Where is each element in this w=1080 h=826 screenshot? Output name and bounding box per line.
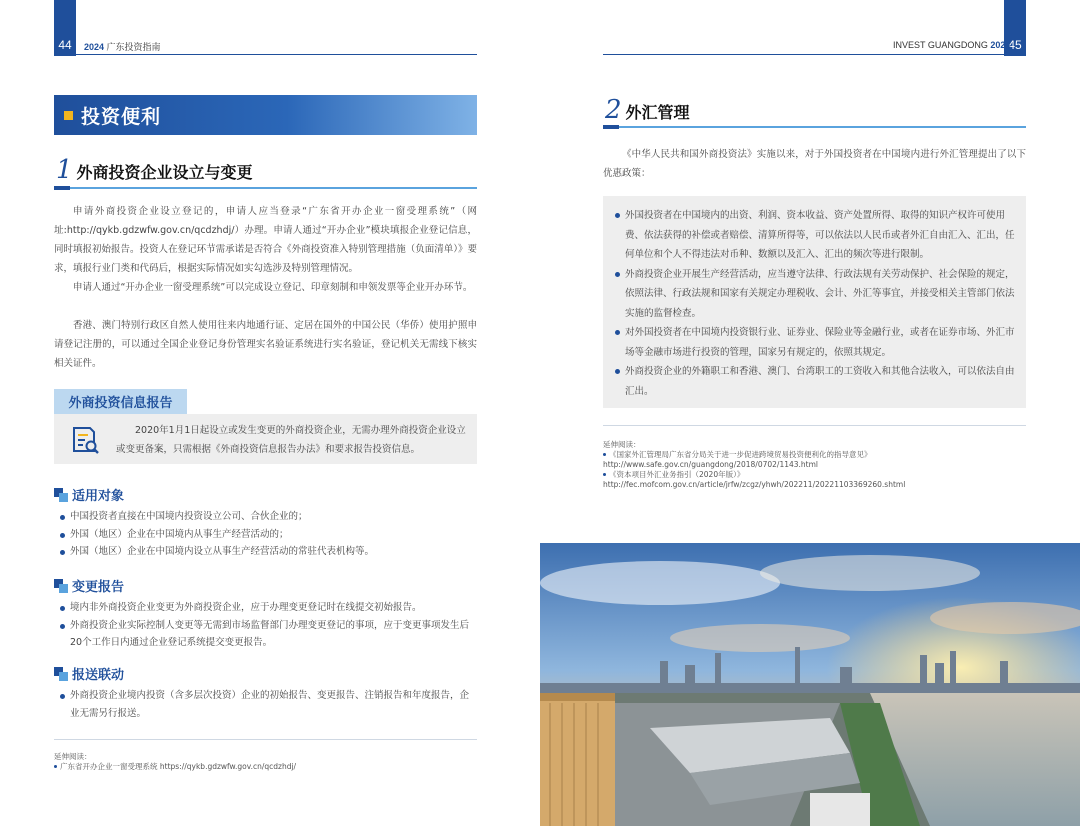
section2-intro: 《中华人民共和国外商投资法》实施以来，对于外国投资者在中国境内进行外汇管理提出了以下优惠政策： — [603, 149, 1026, 179]
left-page-number: 44 — [54, 0, 76, 56]
policy-list — [613, 206, 1017, 401]
applicable-list — [58, 508, 477, 561]
section2-title: 外汇管理 — [625, 103, 690, 122]
further-reading-right — [603, 440, 1026, 490]
info-report-text: 2020年1月1日起设立或发生变更的外商投资企业，无需办理外商投资企业设立或变更备案，只需根据《外商投资信息报告办法》和要求报告投资信息。 — [116, 425, 466, 455]
info-report-tag: 外商投资信息报告 — [54, 389, 187, 414]
section-banner — [54, 95, 477, 135]
policy-box — [603, 196, 1026, 408]
square-bullet-icon — [54, 488, 68, 502]
section1-number: 1 — [56, 155, 73, 185]
list-item: 对外国投资者在中国境内投资银行业、证券业、保险业等金融行业，或者在证券市场、外汇市场等金融市场进行投资的管理，国家另有规定的，依照其规定。 — [613, 323, 1017, 362]
right-running-title: INVEST GUANGDONG 2024 — [893, 40, 1011, 50]
list-item: 外商投资企业实际控制人变更等无需到市场监督部门办理变更登记的事项，应于变更事项发生后20个工作日内通过企业登记系统提交变更报告。 — [58, 617, 477, 652]
list-item: 外国（地区）企业在中国境内设立从事生产经营活动的常驻代表机构等。 — [58, 543, 477, 561]
list-item: 境内非外商投资企业变更为外商投资企业，应于办理变更登记时在线提交初始报告。 — [58, 599, 477, 617]
section2-heading — [605, 95, 690, 125]
subsection-heading-change-report: 变更报告 — [54, 576, 124, 595]
header-rule-right — [603, 54, 1026, 55]
further-reading-label: 延伸阅读： — [603, 440, 641, 449]
banner-title: 投资便利 — [81, 105, 162, 128]
footnote-rule-right — [603, 425, 1026, 426]
paragraph: 申请外商投资企业设立登记的，申请人应当登录“广东省开办企业一窗受理系统”（网址:http://qykb.gdzwfw.gov.cn/qcdzhdj/）办理。申请人通过“开办企业”模块填报企业登记信息，同时填报初始报告。投资人在登记环节需承诺是否符合《外商投资准入特别管理措施（负面清单）》要求，填报行业门类和代码后，根据实际情况如实勾选涉及特别管理情况。 — [54, 206, 477, 274]
paragraph: 香港、澳门特别行政区自然人使用往来内地通行证、定居在国外的中国公民（华侨）使用护照申请登记注册的，可以通过全国企业登记身份管理实名验证系统进行实名验证，登记机关无需线下核实相关证件。 — [54, 320, 477, 369]
left-running-title: 2024 广东投资指南 — [84, 42, 161, 52]
list-item: 外商投资企业开展生产经营活动，应当遵守法律、行政法规有关劳动保护、社会保险的规定，依照法律、行政法规和国家有关规定办理税收、会计、外汇等事宜，并接受相关主管部门依法实施的监督检查。 — [613, 265, 1017, 324]
further-reading-left — [54, 752, 477, 772]
subsection-heading-linkage: 报送联动 — [54, 664, 124, 683]
further-reading-link[interactable]: 广东省开办企业一窗受理系统 https://qykb.gdzwfw.gov.cn/qcdzhdj/ — [54, 762, 477, 772]
section2-number: 2 — [605, 95, 622, 125]
right-page-number: 45 — [1004, 0, 1026, 56]
list-item: 外国（地区）企业在中国境内从事生产经营活动的； — [58, 526, 477, 544]
list-item: 外商投资企业境内投资（含多层次投资）企业的初始报告、变更报告、注销报告和年度报告，企业无需另行报送。 — [58, 687, 477, 722]
section1-title: 外商投资企业设立与变更 — [76, 163, 253, 182]
further-reading-title: 《资本项目外汇业务指引（2020年版）》 — [603, 470, 1026, 480]
section2-rule — [603, 126, 1026, 128]
header-rule-left — [54, 54, 477, 55]
footnote-rule-left — [54, 739, 477, 740]
city-skyline-photo — [540, 543, 1080, 826]
list-item: 外商投资企业的外籍职工和香港、澳门、台湾职工的工资收入和其他合法收入，可以依法自由汇出。 — [613, 362, 1017, 401]
square-bullet-icon — [54, 667, 68, 681]
further-reading-link[interactable]: http://fec.mofcom.gov.cn/article/jrfw/zcgz/yhwh/202211/20221103369260.shtml — [603, 480, 906, 489]
info-report-box — [54, 414, 477, 464]
square-bullet-icon — [54, 579, 68, 593]
banner-square-icon — [64, 111, 73, 120]
further-reading-link[interactable]: http://www.safe.gov.cn/guangdong/2018/0702/1143.html — [603, 460, 819, 469]
change-report-list — [58, 599, 477, 652]
further-reading-label: 延伸阅读： — [54, 752, 92, 761]
paragraph: 申请人通过“开办企业一窗受理系统”可以完成设立登记、印章刻制和申领发票等企业开办环节。 — [73, 282, 473, 293]
further-reading-title: 《国家外汇管理局广东省分局关于进一步促进跨境贸易投资便利化的指导意见》 — [603, 450, 1026, 460]
subsection-heading-applicable: 适用对象 — [54, 485, 124, 504]
document-search-icon — [70, 425, 100, 455]
list-item: 外国投资者在中国境内的出资、利润、资本收益、资产处置所得、取得的知识产权许可使用费、依法获得的补偿或者赔偿、清算所得等，可以依法以人民币或者外汇自由汇入、汇出，任何单位和个人不得违法对币种、数额以及汇入、汇出的频次等进行限制。 — [613, 206, 1017, 265]
list-item: 中国投资者直接在中国境内投资设立公司、合伙企业的； — [58, 508, 477, 526]
section1-heading — [56, 155, 253, 185]
section1-rule — [54, 187, 477, 189]
linkage-list — [58, 687, 477, 722]
